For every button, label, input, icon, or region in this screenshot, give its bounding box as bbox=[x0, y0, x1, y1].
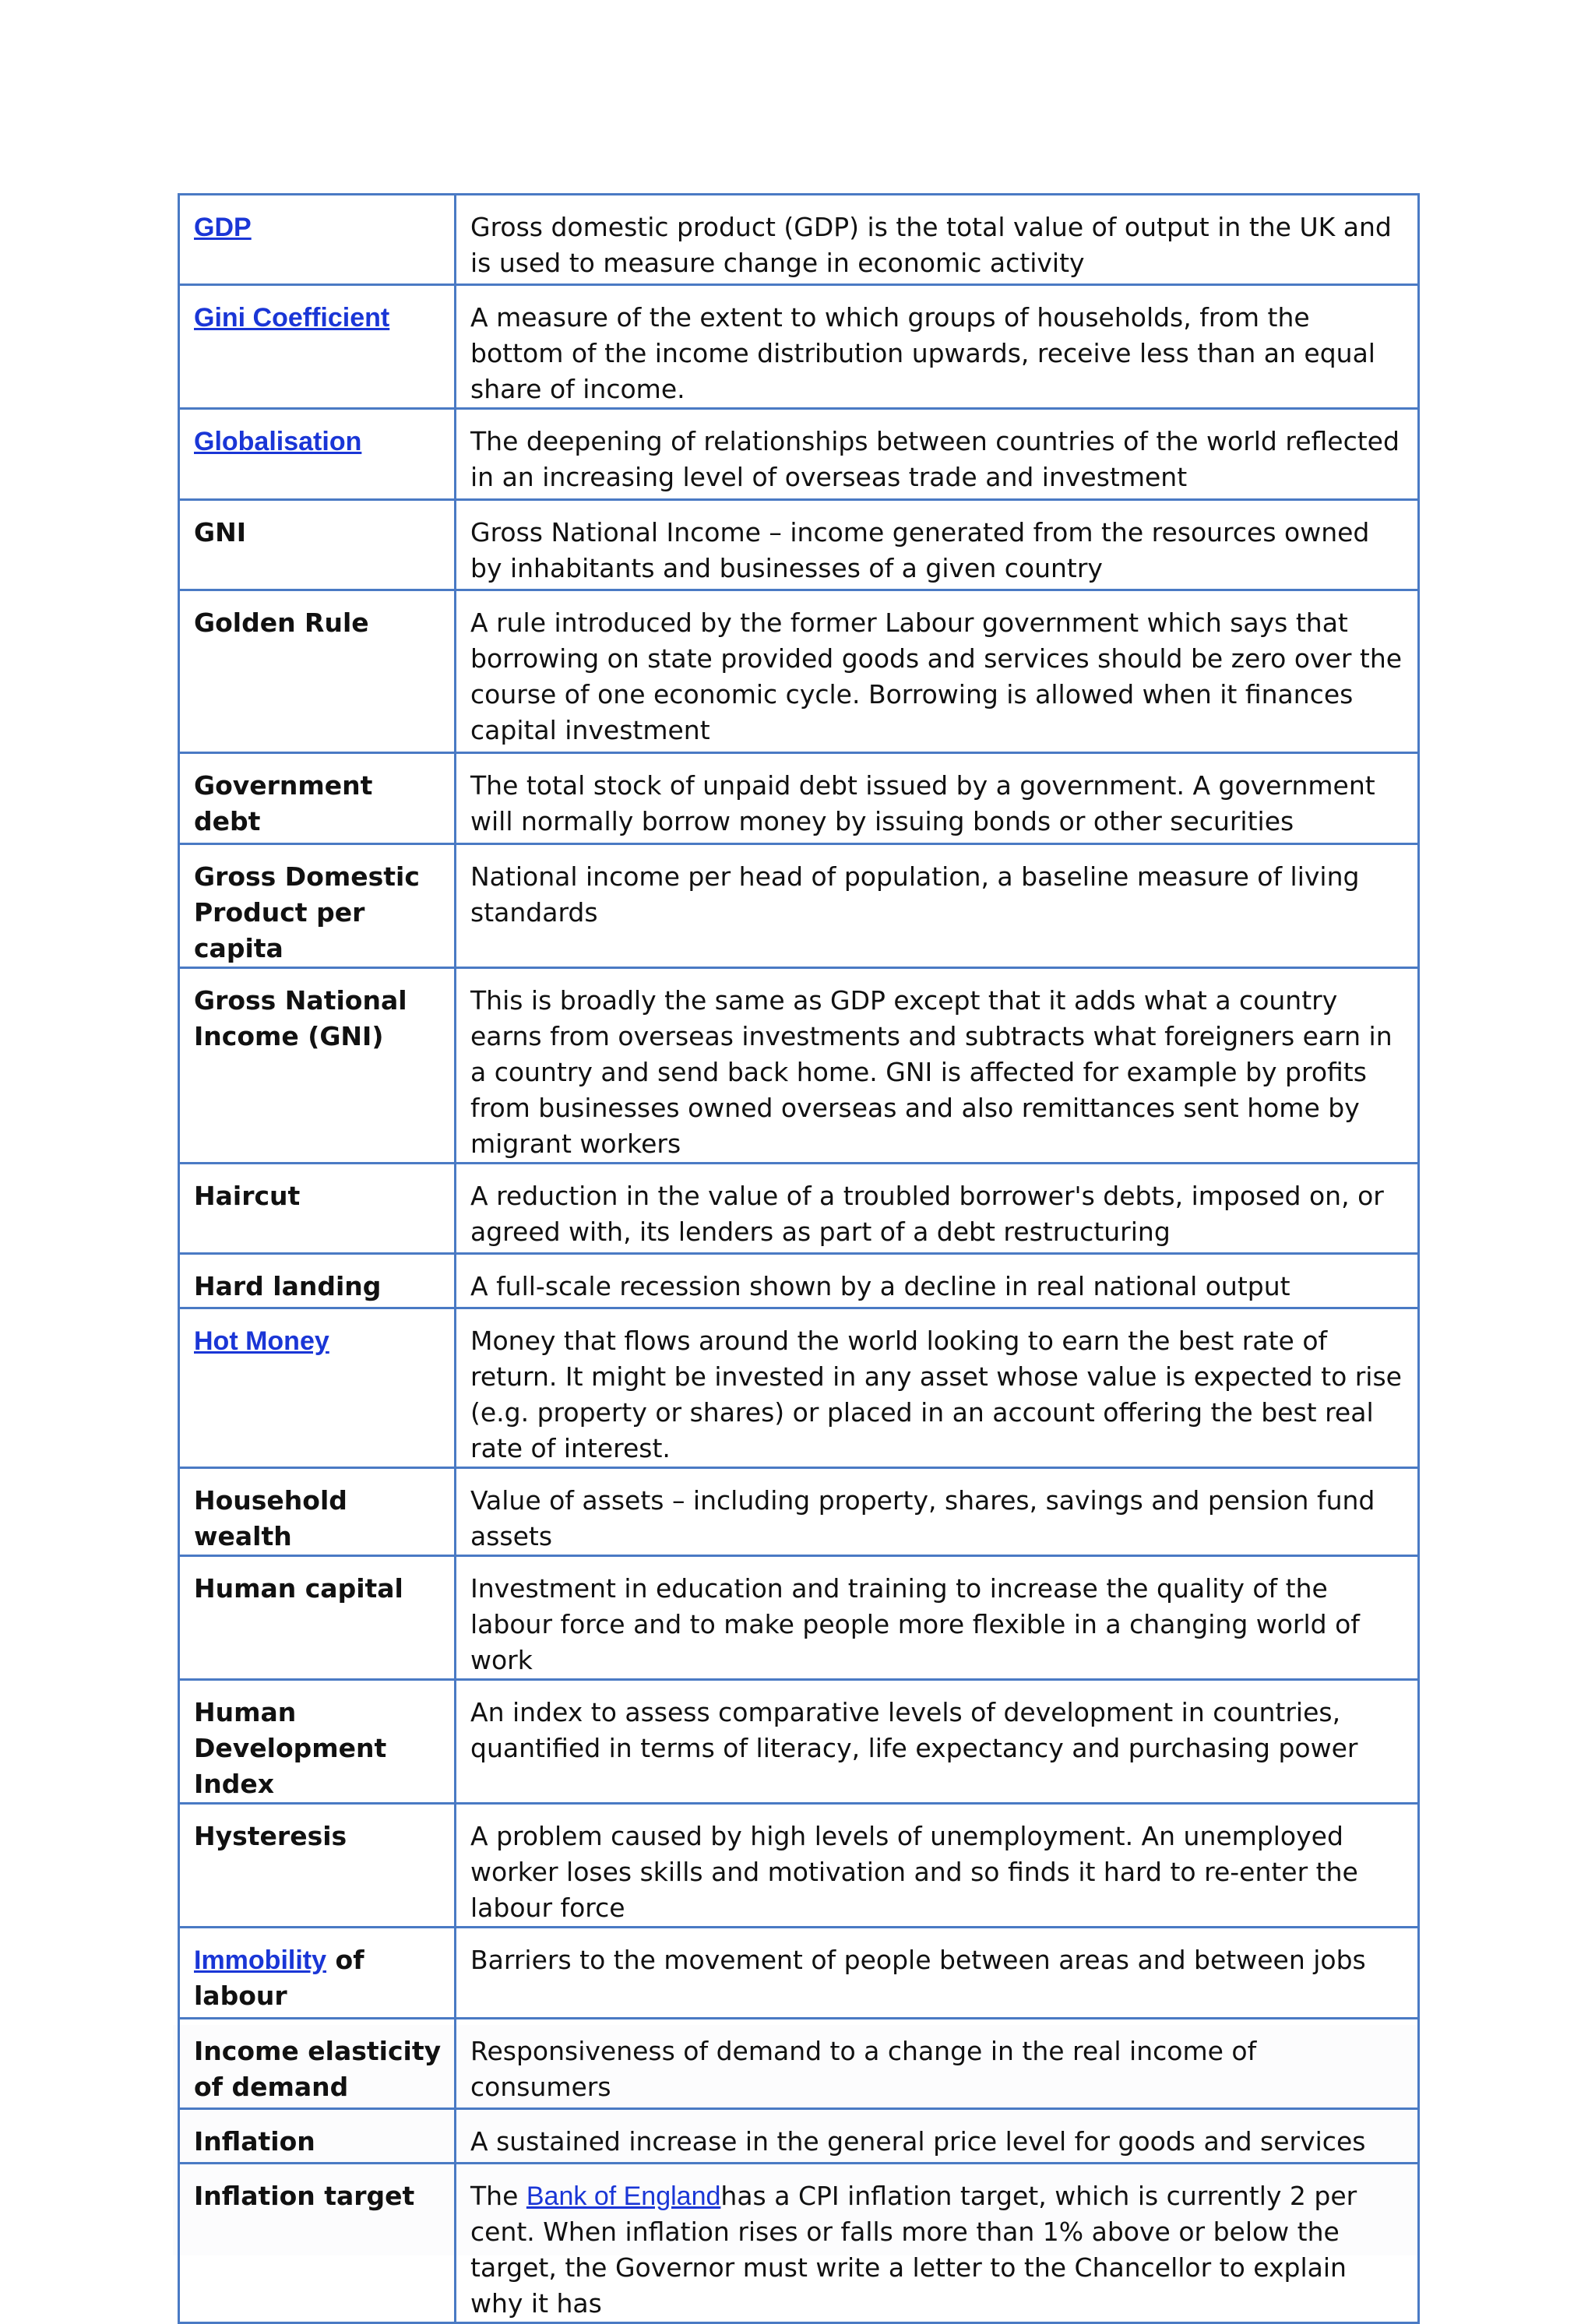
table-row bbox=[179, 1308, 1419, 1468]
term-cell bbox=[179, 1928, 456, 2019]
table-row bbox=[179, 2109, 1419, 2164]
term-cell bbox=[179, 1308, 456, 1468]
term-cell: GNI bbox=[179, 500, 456, 590]
term-link-gdp[interactable]: GDP bbox=[194, 213, 252, 242]
table-row bbox=[179, 409, 1419, 500]
table-row bbox=[179, 1468, 1419, 1556]
term-cell: Hysteresis bbox=[179, 1804, 456, 1928]
term-cell: Gross National Income (GNI) bbox=[179, 968, 456, 1164]
definition-cell: Gross National Income – income generated from the resources owned by inhabitants and businesses of a given country bbox=[456, 500, 1419, 590]
table-row bbox=[179, 844, 1419, 968]
definition-cell: A measure of the extent to which groups of households, from the bottom of the income distribution upwards, receive less than an equal share of income. bbox=[456, 285, 1419, 409]
table-row bbox=[179, 2019, 1419, 2109]
table-row bbox=[179, 195, 1419, 285]
definition-cell: A reduction in the value of a troubled borrower's debts, imposed on, or agreed with, its lenders as part of a debt restructuring bbox=[456, 1164, 1419, 1254]
definition-cell: The total stock of unpaid debt issued by a government. A government will normally borrow money by issuing bonds or other securities bbox=[456, 753, 1419, 844]
term-cell: Income elasticity of demand bbox=[179, 2019, 456, 2109]
definition-cell bbox=[456, 2164, 1419, 2323]
table-row bbox=[179, 968, 1419, 1164]
table-row bbox=[179, 1556, 1419, 1680]
definition-cell: Barriers to the movement of people between areas and between jobs bbox=[456, 1928, 1419, 2019]
definition-cell: A rule introduced by the former Labour government which says that borrowing on state provided goods and services should be zero over the course of one economic cycle. Borrowing is allowed when it finances capital investment bbox=[456, 590, 1419, 753]
definition-cell: A problem caused by high levels of unemployment. An unemployed worker loses skills and motivation and so finds it hard to re-enter the labour force bbox=[456, 1804, 1419, 1928]
table-row bbox=[179, 1164, 1419, 1254]
table-row bbox=[179, 590, 1419, 753]
bank-of-england-link[interactable]: Bank of England bbox=[526, 2181, 721, 2211]
table-row bbox=[179, 1254, 1419, 1308]
table-row bbox=[179, 753, 1419, 844]
term-cell bbox=[179, 409, 456, 500]
term-cell: Human capital bbox=[179, 1556, 456, 1680]
term-cell: Human Development Index bbox=[179, 1680, 456, 1804]
term-cell: Inflation bbox=[179, 2109, 456, 2164]
definition-cell: A full-scale recession shown by a decline in real national output bbox=[456, 1254, 1419, 1308]
term-link-hot-money[interactable]: Hot Money bbox=[194, 1326, 329, 1356]
definition-cell: Money that flows around the world looking to earn the best rate of return. It might be invested in any asset whose value is expected to rise (e.g. property or shares) or placed in an account offering the best real rate of interest. bbox=[456, 1308, 1419, 1468]
definition-prefix: The bbox=[470, 2181, 526, 2211]
table-row bbox=[179, 500, 1419, 590]
term-link-globalisation[interactable]: Globalisation bbox=[194, 427, 362, 456]
term-cell: Inflation target bbox=[179, 2164, 456, 2323]
table-row bbox=[179, 1680, 1419, 1804]
definition-cell: Gross domestic product (GDP) is the total value of output in the UK and is used to measure change in economic activity bbox=[456, 195, 1419, 285]
table-row bbox=[179, 285, 1419, 409]
table-row bbox=[179, 1928, 1419, 2019]
term-link-immobility[interactable]: Immobility bbox=[194, 1945, 327, 1975]
term-cell: Haircut bbox=[179, 1164, 456, 1254]
term-cell bbox=[179, 285, 456, 409]
definition-cell: Value of assets – including property, shares, savings and pension fund assets bbox=[456, 1468, 1419, 1556]
term-cell: Government debt bbox=[179, 753, 456, 844]
term-cell: Household wealth bbox=[179, 1468, 456, 1556]
definition-cell: An index to assess comparative levels of development in countries, quantified in terms of literacy, life expectancy and purchasing power bbox=[456, 1680, 1419, 1804]
term-suffix: of labour bbox=[194, 1945, 364, 2011]
definition-text: has a CPI inflation target, which is currently 2 per cent. When inflation rises or falls more than 1% above or below the target, the Governor must write a letter to the Chancellor to explain why it has bbox=[470, 2181, 1357, 2319]
table-row bbox=[179, 2164, 1419, 2323]
definition-cell: This is broadly the same as GDP except that it adds what a country earns from overseas investments and subtracts what foreigners earn in a country and send back home. GNI is affected for example by profits from businesses owned overseas and also remittances sent home by migrant workers bbox=[456, 968, 1419, 1164]
definition-cell: Responsiveness of demand to a change in the real income of consumers bbox=[456, 2019, 1419, 2109]
definition-cell: The deepening of relationships between countries of the world reflected in an increasing level of overseas trade and investment bbox=[456, 409, 1419, 500]
definition-cell: Investment in education and training to increase the quality of the labour force and to make people more flexible in a changing world of work bbox=[456, 1556, 1419, 1680]
table-row bbox=[179, 1804, 1419, 1928]
definition-cell: A sustained increase in the general price level for goods and services bbox=[456, 2109, 1419, 2164]
term-link-gini-coefficient[interactable]: Gini Coefficient bbox=[194, 303, 390, 333]
term-cell: Golden Rule bbox=[179, 590, 456, 753]
term-cell: Gross Domestic Product per capita bbox=[179, 844, 456, 968]
definition-cell: National income per head of population, a baseline measure of living standards bbox=[456, 844, 1419, 968]
term-cell: Hard landing bbox=[179, 1254, 456, 1308]
glossary-table bbox=[178, 193, 1420, 2324]
term-cell bbox=[179, 195, 456, 285]
